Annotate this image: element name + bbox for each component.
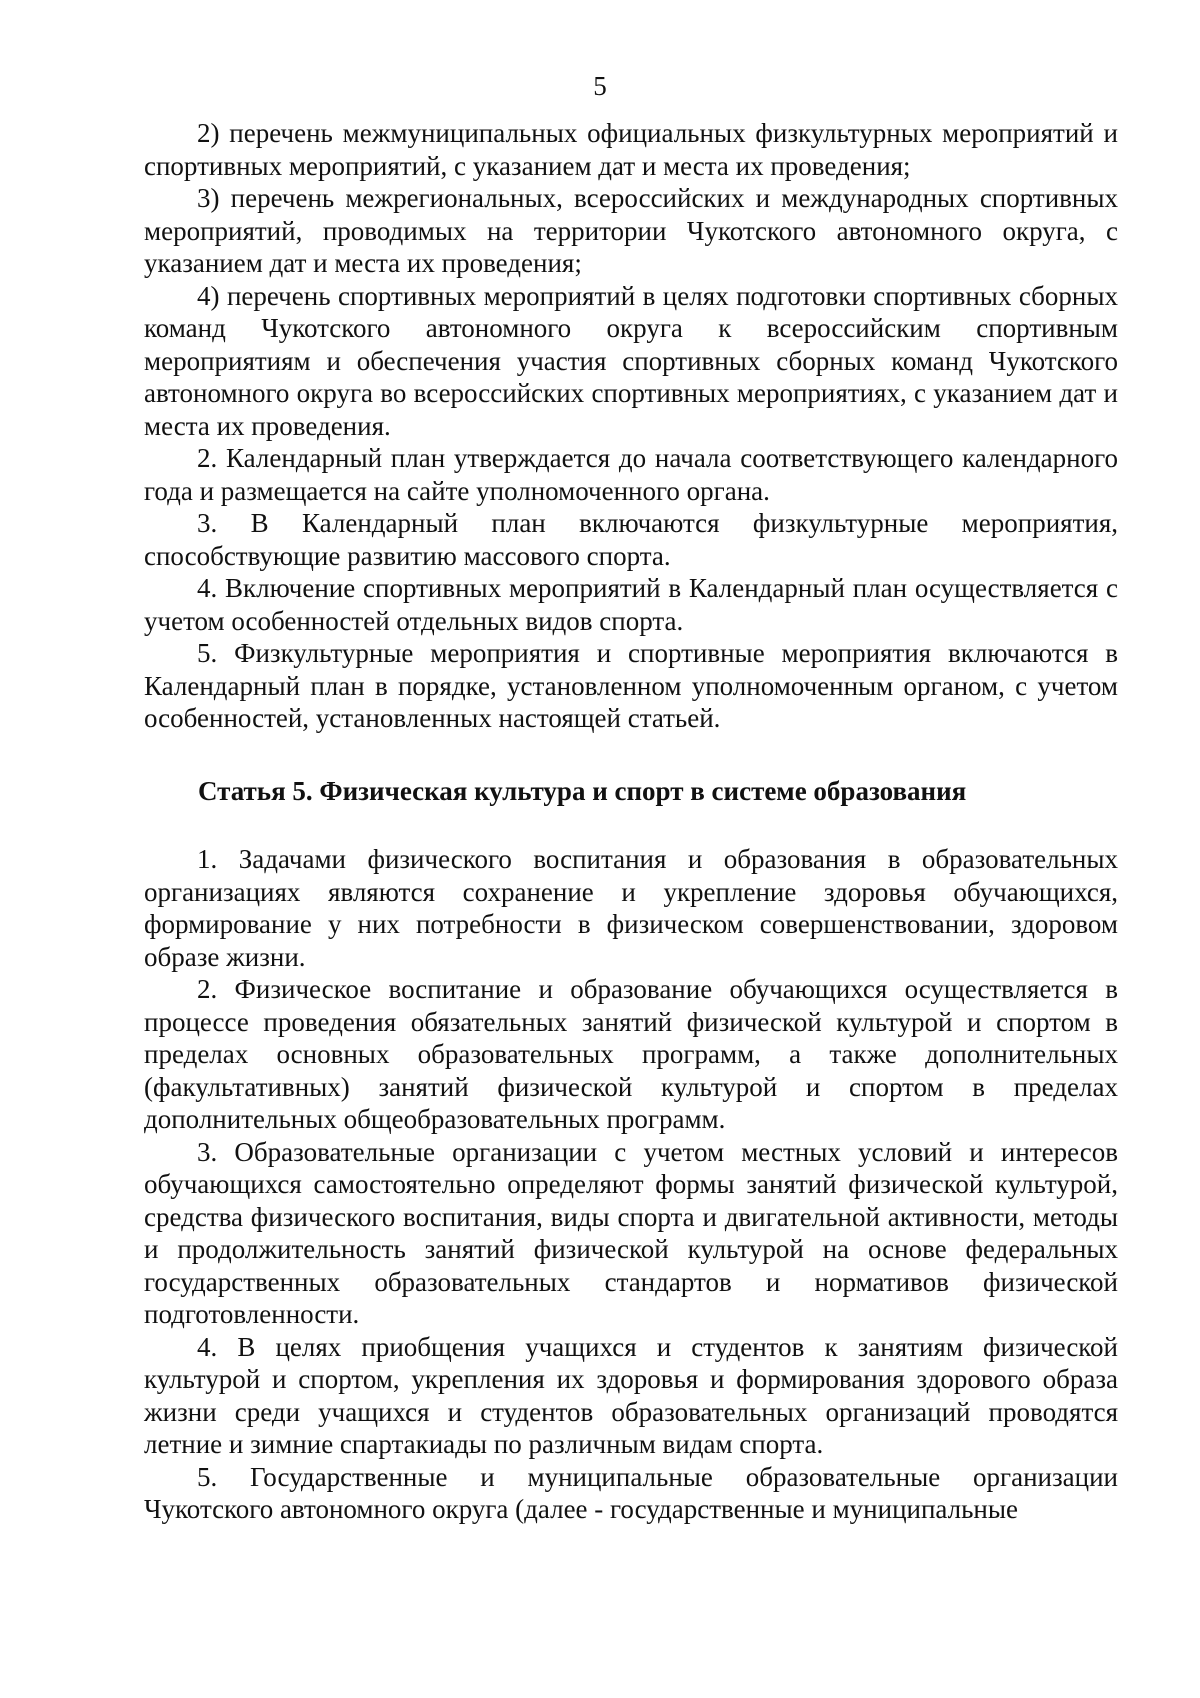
paragraph-list-item-3: 3) перечень межрегиональных, всероссийских и международных спортивных мероприятий, проводимых на территории Чукотского автономного округа, с указанием дат и места их проведения;	[144, 183, 1118, 278]
article-paragraph-4: 4. В целях приобщения учащихся и студентов к занятиям физической культурой и спортом, укрепления их здоровья и формирования здорового образа жизни среди учащихся и студентов образовательных организаций проводятся летние и зимние спартакиады по различным видам спорта.	[144, 1331, 1118, 1459]
spacer	[144, 807, 1118, 843]
paragraph-clause-3: 3. В Календарный план включаются физкультурные мероприятия, способствующие развитию массового спорта.	[144, 508, 1118, 571]
paragraph-clause-5: 5. Физкультурные мероприятия и спортивные мероприятия включаются в Календарный план в порядке, установленном уполномоченным органом, с учетом особенностей, установленных настоящей статьей.	[144, 638, 1118, 733]
article-heading: Статья 5. Физическая культура и спорт в системе образования	[198, 775, 967, 806]
paragraph-list-item-2: 2) перечень межмуниципальных официальных физкультурных мероприятий и спортивных мероприятий, с указанием дат и места их проведения;	[144, 118, 1118, 181]
document-body	[144, 117, 1118, 1526]
spacer	[144, 735, 1118, 775]
paragraph-clause-2: 2. Календарный план утверждается до начала соответствующего календарного года и размещается на сайте уполномоченного органа.	[144, 443, 1118, 506]
page-number: 5	[593, 71, 607, 101]
article-paragraph-2: 2. Физическое воспитание и образование обучающихся осуществляется в процессе проведения обязательных занятий физической культурой и спортом в пределах основных образовательных программ, а также дополнительных (факультативных) занятий физической культурой и спортом в пределах дополнительных общеобразовательных программ.	[144, 974, 1118, 1134]
paragraph-list-item-4: 4) перечень спортивных мероприятий в целях подготовки спортивных сборных команд Чукотского автономного округа к всероссийским спортивным мероприятиям и обеспечения участия спортивных сборных команд Чукотского автономного округа во всероссийских спортивных мероприятиях, с указанием дат и места их проведения.	[144, 280, 1118, 441]
article-paragraph-5: 5. Государственные и муниципальные образовательные организации Чукотского автономного округа (далее - государственные и муниципальные	[144, 1461, 1118, 1524]
article-paragraph-1: 1. Задачами физического воспитания и образования в образовательных организациях являются сохранение и укрепление здоровья обучающихся, формирование у них потребности в физическом совершенствовании, здоровом образе жизни.	[144, 844, 1118, 972]
article-paragraph-3: 3. Образовательные организации с учетом местных условий и интересов обучающихся самостоятельно определяют формы занятий физической культурой, средства физического воспитания, виды спорта и двигательной активности, методы и продолжительность занятий физической культурой на основе федеральных государственных образовательных стандартов и нормативов физической подготовленности.	[144, 1136, 1118, 1329]
paragraph-clause-4: 4. Включение спортивных мероприятий в Календарный план осуществляется с учетом особенностей отдельных видов спорта.	[144, 573, 1118, 636]
